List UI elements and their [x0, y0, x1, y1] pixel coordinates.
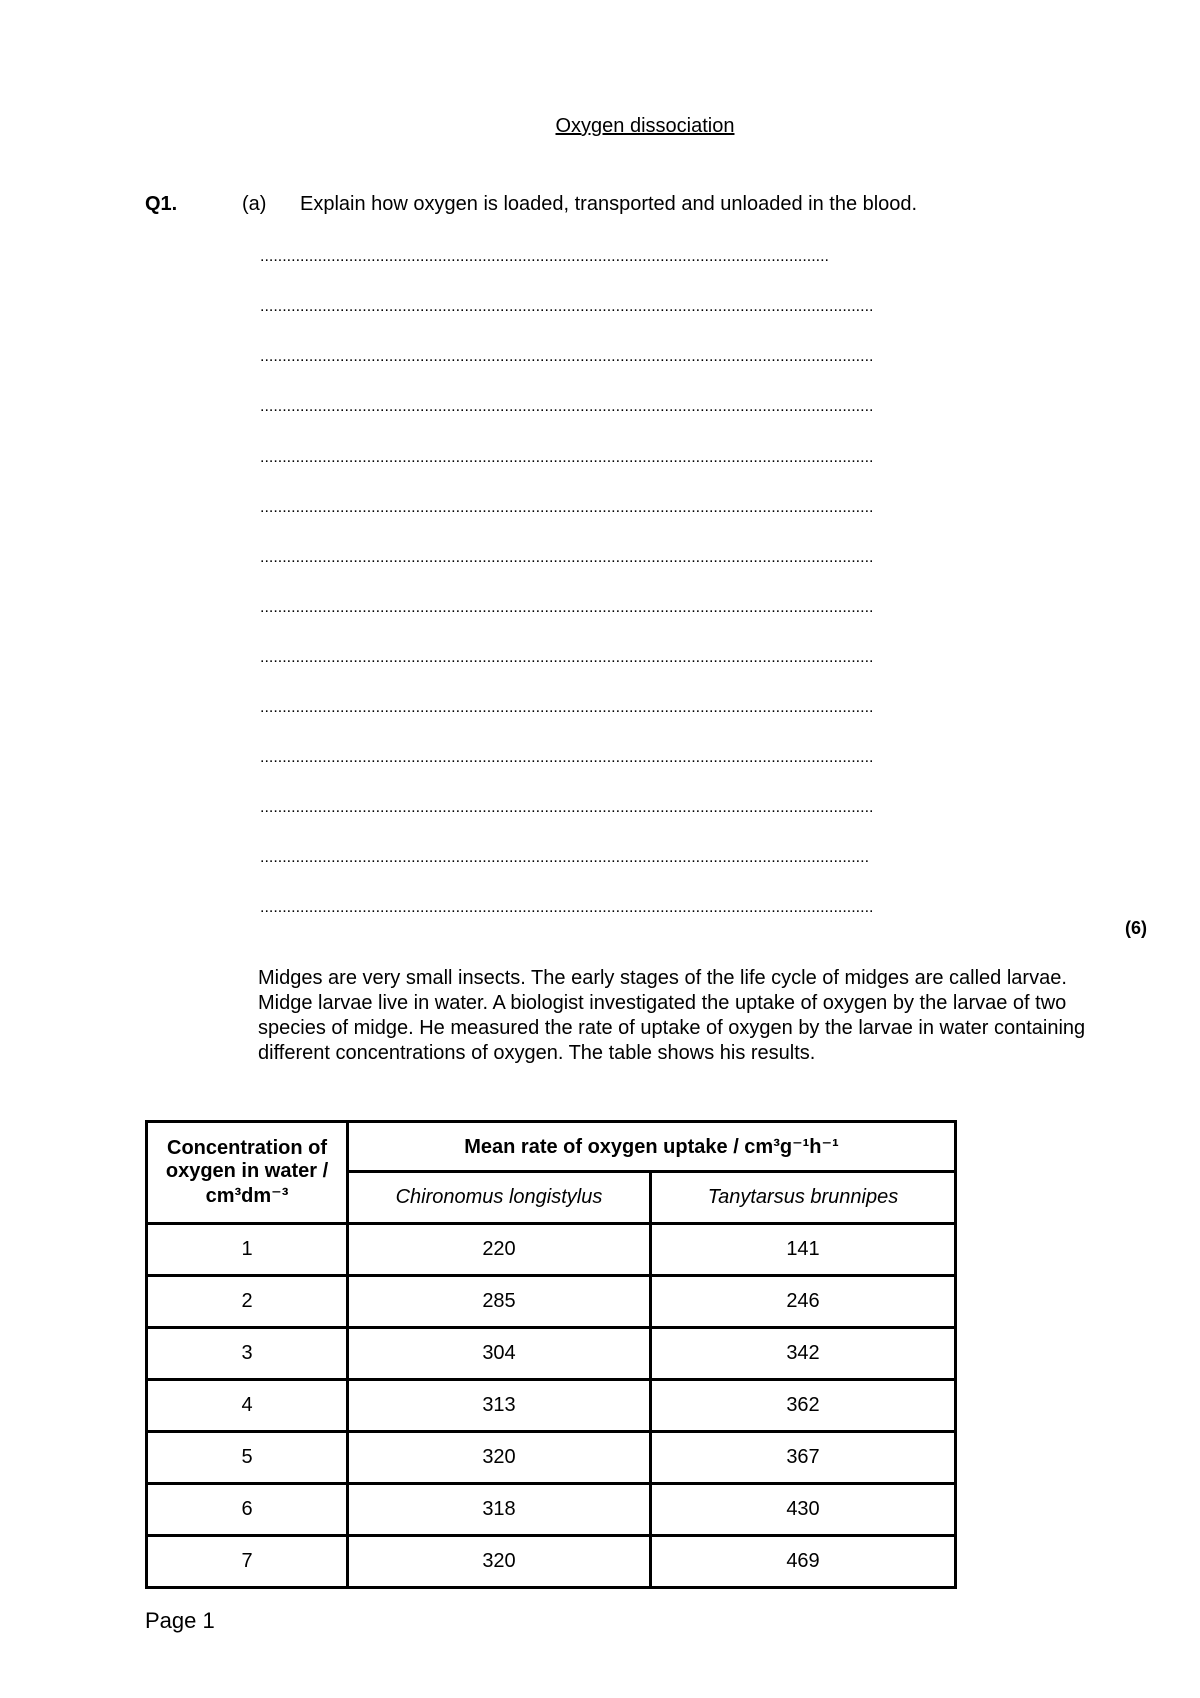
concentration-cell: 4 — [147, 1380, 348, 1432]
answer-line: ................................................................................................................................ — [260, 248, 829, 265]
intro-paragraph: Midges are very small insects. The early stages of the life cycle of midges are called larvae. Midge larvae live in water. A biologist investigated the uptake of oxygen by the larvae of two species of midge. He measured the rate of uptake of oxygen by the larvae in water containing different concentrations of oxygen. The table shows his results. — [258, 967, 1086, 1064]
chironomus-cell: 220 — [348, 1224, 651, 1276]
chironomus-cell: 320 — [348, 1536, 651, 1588]
concentration-header: Concentration of oxygen in water / cm³dm⁻³ — [147, 1122, 348, 1224]
concentration-cell: 1 — [147, 1224, 348, 1276]
species-header-tanytarsus: Tanytarsus brunnipes — [651, 1172, 956, 1224]
concentration-cell: 5 — [147, 1432, 348, 1484]
tanytarsus-cell: 367 — [651, 1432, 956, 1484]
table-row — [147, 1224, 956, 1276]
page-number: Page 1 — [145, 1608, 215, 1633]
question-part: (a) — [242, 193, 267, 215]
concentration-cell: 6 — [147, 1484, 348, 1536]
concentration-cell: 7 — [147, 1536, 348, 1588]
answer-line: .......................................................................................................................................... — [260, 599, 874, 616]
answer-line: .......................................................................................................................................... — [260, 699, 874, 716]
chironomus-cell: 285 — [348, 1276, 651, 1328]
chironomus-cell: 313 — [348, 1380, 651, 1432]
answer-line: .......................................................................................................................................... — [260, 899, 874, 916]
answer-line: .......................................................................................................................................... — [260, 549, 874, 566]
concentration-cell: 2 — [147, 1276, 348, 1328]
tanytarsus-cell: 469 — [651, 1536, 956, 1588]
results-table — [145, 1120, 957, 1589]
concentration-cell: 3 — [147, 1328, 348, 1380]
table-row — [147, 1536, 956, 1588]
question-number: Q1. — [145, 193, 178, 215]
answer-line: .......................................................................................................................................... — [260, 449, 874, 466]
tanytarsus-cell: 362 — [651, 1380, 956, 1432]
answer-line: .......................................................................................................................................... — [260, 749, 874, 766]
answer-line: .......................................................................................................................................... — [260, 298, 874, 315]
answer-line: .......................................................................................................................................... — [260, 649, 874, 666]
answer-line: .......................................................................................................................................... — [260, 398, 874, 415]
species-header-chironomus: Chironomus longistylus — [348, 1172, 651, 1224]
answer-line: .......................................................................................................................................... — [260, 499, 874, 516]
page-title: Oxygen dissociation — [555, 115, 735, 137]
chironomus-cell: 304 — [348, 1328, 651, 1380]
answer-line: .......................................................................................................................................... — [260, 348, 874, 365]
marks-label: (6) — [1125, 918, 1147, 938]
table-row — [147, 1432, 956, 1484]
table-row — [147, 1484, 956, 1536]
chironomus-cell: 320 — [348, 1432, 651, 1484]
tanytarsus-cell: 430 — [651, 1484, 956, 1536]
chironomus-cell: 318 — [348, 1484, 651, 1536]
question-text: Explain how oxygen is loaded, transported and unloaded in the blood. — [300, 193, 918, 215]
table-row — [147, 1380, 956, 1432]
table-row — [147, 1328, 956, 1380]
tanytarsus-cell: 141 — [651, 1224, 956, 1276]
answer-line: ......................................................................................................................................... — [260, 849, 870, 866]
answer-line: .......................................................................................................................................... — [260, 799, 874, 816]
tanytarsus-cell: 342 — [651, 1328, 956, 1380]
uptake-group-header: Mean rate of oxygen uptake / cm³g⁻¹h⁻¹ — [348, 1122, 956, 1172]
table-row — [147, 1276, 956, 1328]
tanytarsus-cell: 246 — [651, 1276, 956, 1328]
